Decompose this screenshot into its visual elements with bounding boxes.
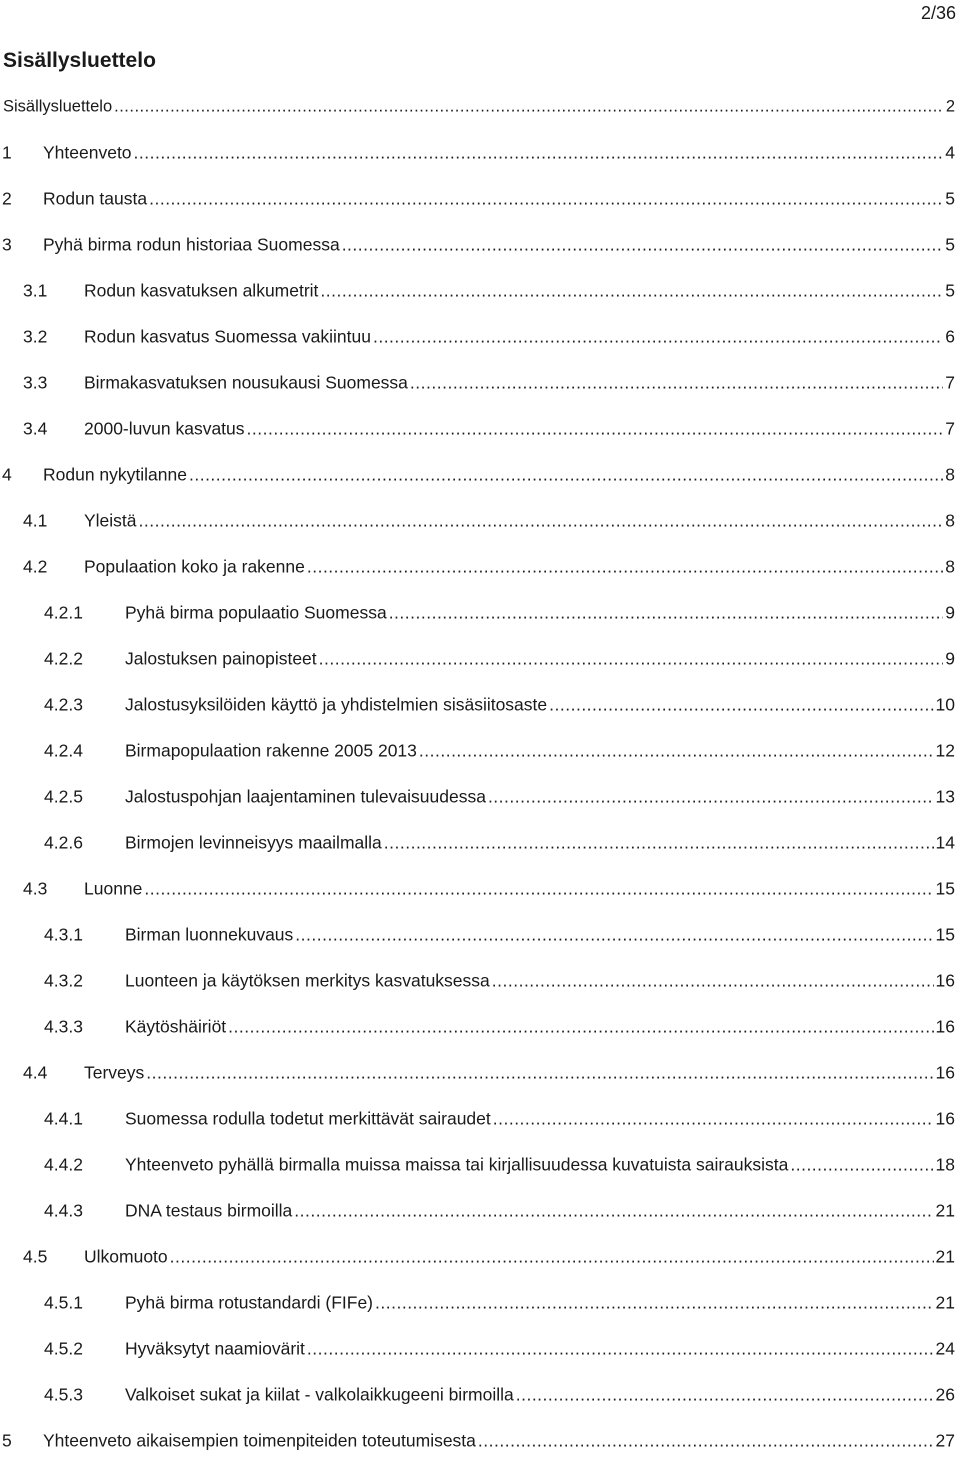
toc-entry-page: 21	[935, 1292, 955, 1313]
toc-entry-line	[0, 143, 955, 164]
toc-entry-line	[0, 1155, 955, 1176]
toc-entry-number: 4	[2, 464, 12, 485]
toc-entry-number: 4.2.4	[44, 740, 83, 761]
toc-entry[interactable]	[0, 360, 960, 406]
toc-entry[interactable]	[0, 636, 960, 682]
toc-entry-page: 21	[935, 1200, 955, 1221]
toc-entry-line	[0, 1431, 955, 1452]
toc-entry[interactable]	[0, 912, 960, 958]
toc-entry-number: 4.4.1	[44, 1108, 83, 1129]
toc-entry[interactable]	[0, 1050, 960, 1096]
toc-entry[interactable]	[0, 1004, 960, 1050]
toc-entry-page: 8	[945, 464, 955, 485]
toc-entry-number: 4.3.2	[44, 970, 83, 991]
toc-entry-page: 26	[935, 1384, 955, 1405]
toc-entry[interactable]	[0, 1418, 960, 1464]
toc-dot-leader	[149, 189, 943, 210]
table-of-contents	[0, 84, 960, 1464]
toc-entry-page: 27	[935, 1430, 955, 1451]
toc-entry-page: 18	[935, 1154, 955, 1175]
toc-entry-line	[0, 741, 955, 762]
toc-entry-line	[0, 925, 955, 946]
toc-dot-leader	[493, 1109, 934, 1130]
toc-entry-title: Ulkomuoto	[84, 1246, 168, 1267]
toc-entry-line	[0, 235, 955, 256]
toc-entry-title: Birmojen levinneisyys maailmalla	[125, 832, 382, 853]
toc-entry-line	[0, 1109, 955, 1130]
toc-entry-title: Jalostuspohjan laajentaminen tulevaisuudessa	[125, 786, 486, 807]
toc-entry-line	[0, 787, 955, 808]
toc-dot-leader	[342, 235, 944, 256]
toc-entry-page: 10	[935, 694, 955, 715]
toc-entry-title: Hyväksytyt naamiovärit	[125, 1338, 305, 1359]
toc-dot-leader	[549, 695, 933, 716]
toc-entry-line	[0, 1293, 955, 1314]
toc-entry-line	[0, 557, 955, 578]
toc-entry[interactable]	[0, 1326, 960, 1372]
toc-entry-title: Rodun kasvatuksen alkumetrit	[84, 280, 319, 301]
toc-entry-number: 4.3.1	[44, 924, 83, 945]
toc-entry-line	[0, 1339, 955, 1360]
toc-entry-page: 15	[935, 924, 955, 945]
toc-entry-line	[0, 1063, 955, 1084]
toc-entry-title: Valkoiset sukat ja kiilat - valkolaikkugeeni birmoilla	[125, 1384, 514, 1405]
toc-entry-number: 4.3	[23, 878, 48, 899]
toc-entry-page: 8	[945, 556, 955, 577]
toc-entry[interactable]	[0, 1234, 960, 1280]
toc-entry-title: Birmapopulaation rakenne 2005 2013	[125, 740, 417, 761]
toc-entry-page: 14	[935, 832, 955, 853]
toc-dot-leader	[307, 557, 943, 578]
toc-entry-title: Birman luonnekuvaus	[125, 924, 294, 945]
toc-dot-leader	[419, 741, 934, 762]
toc-entry-number: 4.2.5	[44, 786, 83, 807]
toc-dot-leader	[170, 1247, 934, 1268]
toc-dot-leader	[516, 1385, 934, 1406]
toc-entry[interactable]	[0, 1280, 960, 1326]
toc-entry-title: Yhteenveto	[43, 142, 132, 163]
toc-entry-page: 21	[935, 1246, 955, 1267]
toc-entry-page: 8	[945, 510, 955, 531]
toc-entry-title: Yhteenveto aikaisempien toimenpiteiden toteutumisesta	[43, 1430, 476, 1451]
toc-entry[interactable]	[0, 222, 960, 268]
toc-entry-number: 3.1	[23, 280, 48, 301]
toc-entry-number: 3.2	[23, 326, 48, 347]
toc-entry-line	[0, 649, 955, 670]
toc-entry-number: 4.5.3	[44, 1384, 83, 1405]
toc-dot-leader	[228, 1017, 933, 1038]
toc-entry[interactable]	[0, 452, 960, 498]
toc-entry-page: 7	[945, 418, 955, 439]
toc-entry-line	[0, 419, 955, 440]
toc-entry[interactable]	[0, 406, 960, 452]
toc-entry-title: Populaation koko ja rakenne	[84, 556, 305, 577]
toc-entry-line	[0, 879, 955, 900]
toc-entry-number: 1	[2, 142, 12, 163]
toc-dot-leader	[307, 1339, 934, 1360]
toc-entry-title: Rodun kasvatus Suomessa vakiintuu	[84, 326, 371, 347]
toc-entry-number: 4.5.1	[44, 1292, 83, 1313]
toc-entry[interactable]	[0, 544, 960, 590]
toc-dot-leader	[319, 649, 944, 670]
toc-dot-leader	[134, 143, 944, 164]
toc-entry-number: 4.2.3	[44, 694, 83, 715]
toc-entry-page: 16	[935, 970, 955, 991]
toc-entry-title: Birmakasvatuksen nousukausi Suomessa	[84, 372, 408, 393]
toc-dot-leader	[375, 1293, 934, 1314]
toc-entry-title: Pyhä birma populaatio Suomessa	[125, 602, 387, 623]
toc-entry-title: Yleistä	[84, 510, 137, 531]
toc-entry-number: 3.3	[23, 372, 48, 393]
toc-entry-line	[0, 1247, 955, 1268]
toc-entry-number: 4.1	[23, 510, 48, 531]
toc-entry-title: Käytöshäiriöt	[125, 1016, 227, 1037]
toc-entry-page: 16	[935, 1108, 955, 1129]
toc-entry[interactable]	[0, 84, 960, 130]
toc-entry-page: 12	[935, 740, 955, 761]
toc-entry[interactable]	[0, 130, 960, 176]
toc-entry-title: Suomessa rodulla todetut merkittävät sairaudet	[125, 1108, 491, 1129]
toc-entry-line	[0, 98, 955, 117]
toc-entry-page: 16	[935, 1016, 955, 1037]
toc-entry-line	[0, 373, 955, 394]
toc-entry-line	[0, 695, 955, 716]
toc-entry-number: 4.2.6	[44, 832, 83, 853]
toc-entry-line	[0, 1017, 955, 1038]
toc-dot-leader	[247, 419, 944, 440]
toc-entry-number: 2	[2, 188, 12, 209]
toc-entry-line	[0, 511, 955, 532]
toc-entry-page: 16	[935, 1062, 955, 1083]
toc-dot-leader	[478, 1431, 934, 1452]
toc-entry[interactable]	[0, 866, 960, 912]
toc-entry-page: 5	[945, 280, 955, 301]
toc-entry[interactable]	[0, 774, 960, 820]
toc-entry-page: 13	[935, 786, 955, 807]
toc-dot-leader	[139, 511, 944, 532]
toc-entry[interactable]	[0, 682, 960, 728]
toc-entry[interactable]	[0, 1096, 960, 1142]
toc-dot-leader	[295, 925, 933, 946]
toc-entry-title: 2000-luvun kasvatus	[84, 418, 245, 439]
toc-entry[interactable]	[0, 1188, 960, 1234]
toc-entry-title: Terveys	[84, 1062, 145, 1083]
toc-dot-leader	[294, 1201, 933, 1222]
toc-entry-line	[0, 281, 955, 302]
toc-entry-number: 5	[2, 1430, 12, 1451]
toc-entry-page: 4	[945, 142, 955, 163]
toc-entry-line	[0, 603, 955, 624]
toc-dot-leader	[189, 465, 943, 486]
toc-dot-leader	[146, 1063, 933, 1084]
toc-dot-leader	[389, 603, 944, 624]
toc-dot-leader	[488, 787, 934, 808]
toc-entry-title: Luonteen ja käytöksen merkitys kasvatuksessa	[125, 970, 490, 991]
toc-entry-page: 5	[945, 234, 955, 255]
toc-entry-number: 4.3.3	[44, 1016, 83, 1037]
toc-entry-page: 2	[945, 97, 955, 116]
toc-entry-line	[0, 465, 955, 486]
toc-entry[interactable]	[0, 268, 960, 314]
toc-entry-title: Sisällysluettelo	[3, 97, 113, 116]
toc-entry[interactable]	[0, 728, 960, 774]
toc-entry-title: Rodun nykytilanne	[43, 464, 187, 485]
toc-entry-number: 3	[2, 234, 12, 255]
toc-entry-page: 9	[945, 602, 955, 623]
toc-dot-leader	[492, 971, 934, 992]
toc-dot-leader	[144, 879, 933, 900]
toc-entry-title: Jalostuksen painopisteet	[125, 648, 317, 669]
toc-entry-number: 4.4	[23, 1062, 48, 1083]
toc-entry[interactable]	[0, 820, 960, 866]
toc-dot-leader	[320, 281, 943, 302]
toc-entry-line	[0, 1201, 955, 1222]
toc-entry-number: 4.5	[23, 1246, 48, 1267]
toc-entry-title: Rodun tausta	[43, 188, 148, 209]
toc-entry-line	[0, 971, 955, 992]
toc-entry-number: 4.5.2	[44, 1338, 83, 1359]
page-number: 2/36	[920, 3, 956, 23]
toc-entry[interactable]	[0, 176, 960, 222]
toc-entry[interactable]	[0, 1372, 960, 1418]
toc-entry-page: 7	[945, 372, 955, 393]
toc-entry-line	[0, 189, 955, 210]
toc-dot-leader	[790, 1155, 933, 1176]
toc-entry-line	[0, 327, 955, 348]
toc-entry[interactable]	[0, 1142, 960, 1188]
toc-entry[interactable]	[0, 314, 960, 360]
toc-entry-page: 24	[935, 1338, 955, 1359]
toc-entry-title: Pyhä birma rotustandardi (FIFe)	[125, 1292, 374, 1313]
toc-entry-page: 5	[945, 188, 955, 209]
toc-entry-number: 4.4.2	[44, 1154, 83, 1175]
toc-entry-number: 4.2.1	[44, 602, 83, 623]
toc-heading: Sisällysluettelo	[3, 49, 156, 72]
toc-dot-leader	[373, 327, 943, 348]
toc-entry-number: 4.4.3	[44, 1200, 83, 1221]
toc-entry-title: DNA testaus birmoilla	[125, 1200, 293, 1221]
toc-entry-page: 9	[945, 648, 955, 669]
toc-entry-title: Pyhä birma rodun historiaa Suomessa	[43, 234, 340, 255]
toc-dot-leader	[384, 833, 934, 854]
toc-entry[interactable]	[0, 958, 960, 1004]
toc-entry-line	[0, 1385, 955, 1406]
toc-entry-page: 15	[935, 878, 955, 899]
toc-dot-leader	[114, 98, 944, 117]
toc-entry-title: Jalostusyksilöiden käyttö ja yhdistelmien sisäsiitosaste	[125, 694, 548, 715]
toc-entry-page: 6	[945, 326, 955, 347]
toc-entry-number: 3.4	[23, 418, 48, 439]
toc-entry-title: Luonne	[84, 878, 143, 899]
toc-entry-number: 4.2	[23, 556, 48, 577]
toc-entry-title: Yhteenveto pyhällä birmalla muissa maissa tai kirjallisuudessa kuvatuista sairauksista	[125, 1154, 789, 1175]
toc-dot-leader	[410, 373, 943, 394]
toc-entry-number: 4.2.2	[44, 648, 83, 669]
toc-entry-line	[0, 833, 955, 854]
toc-entry[interactable]	[0, 590, 960, 636]
toc-entry[interactable]	[0, 498, 960, 544]
